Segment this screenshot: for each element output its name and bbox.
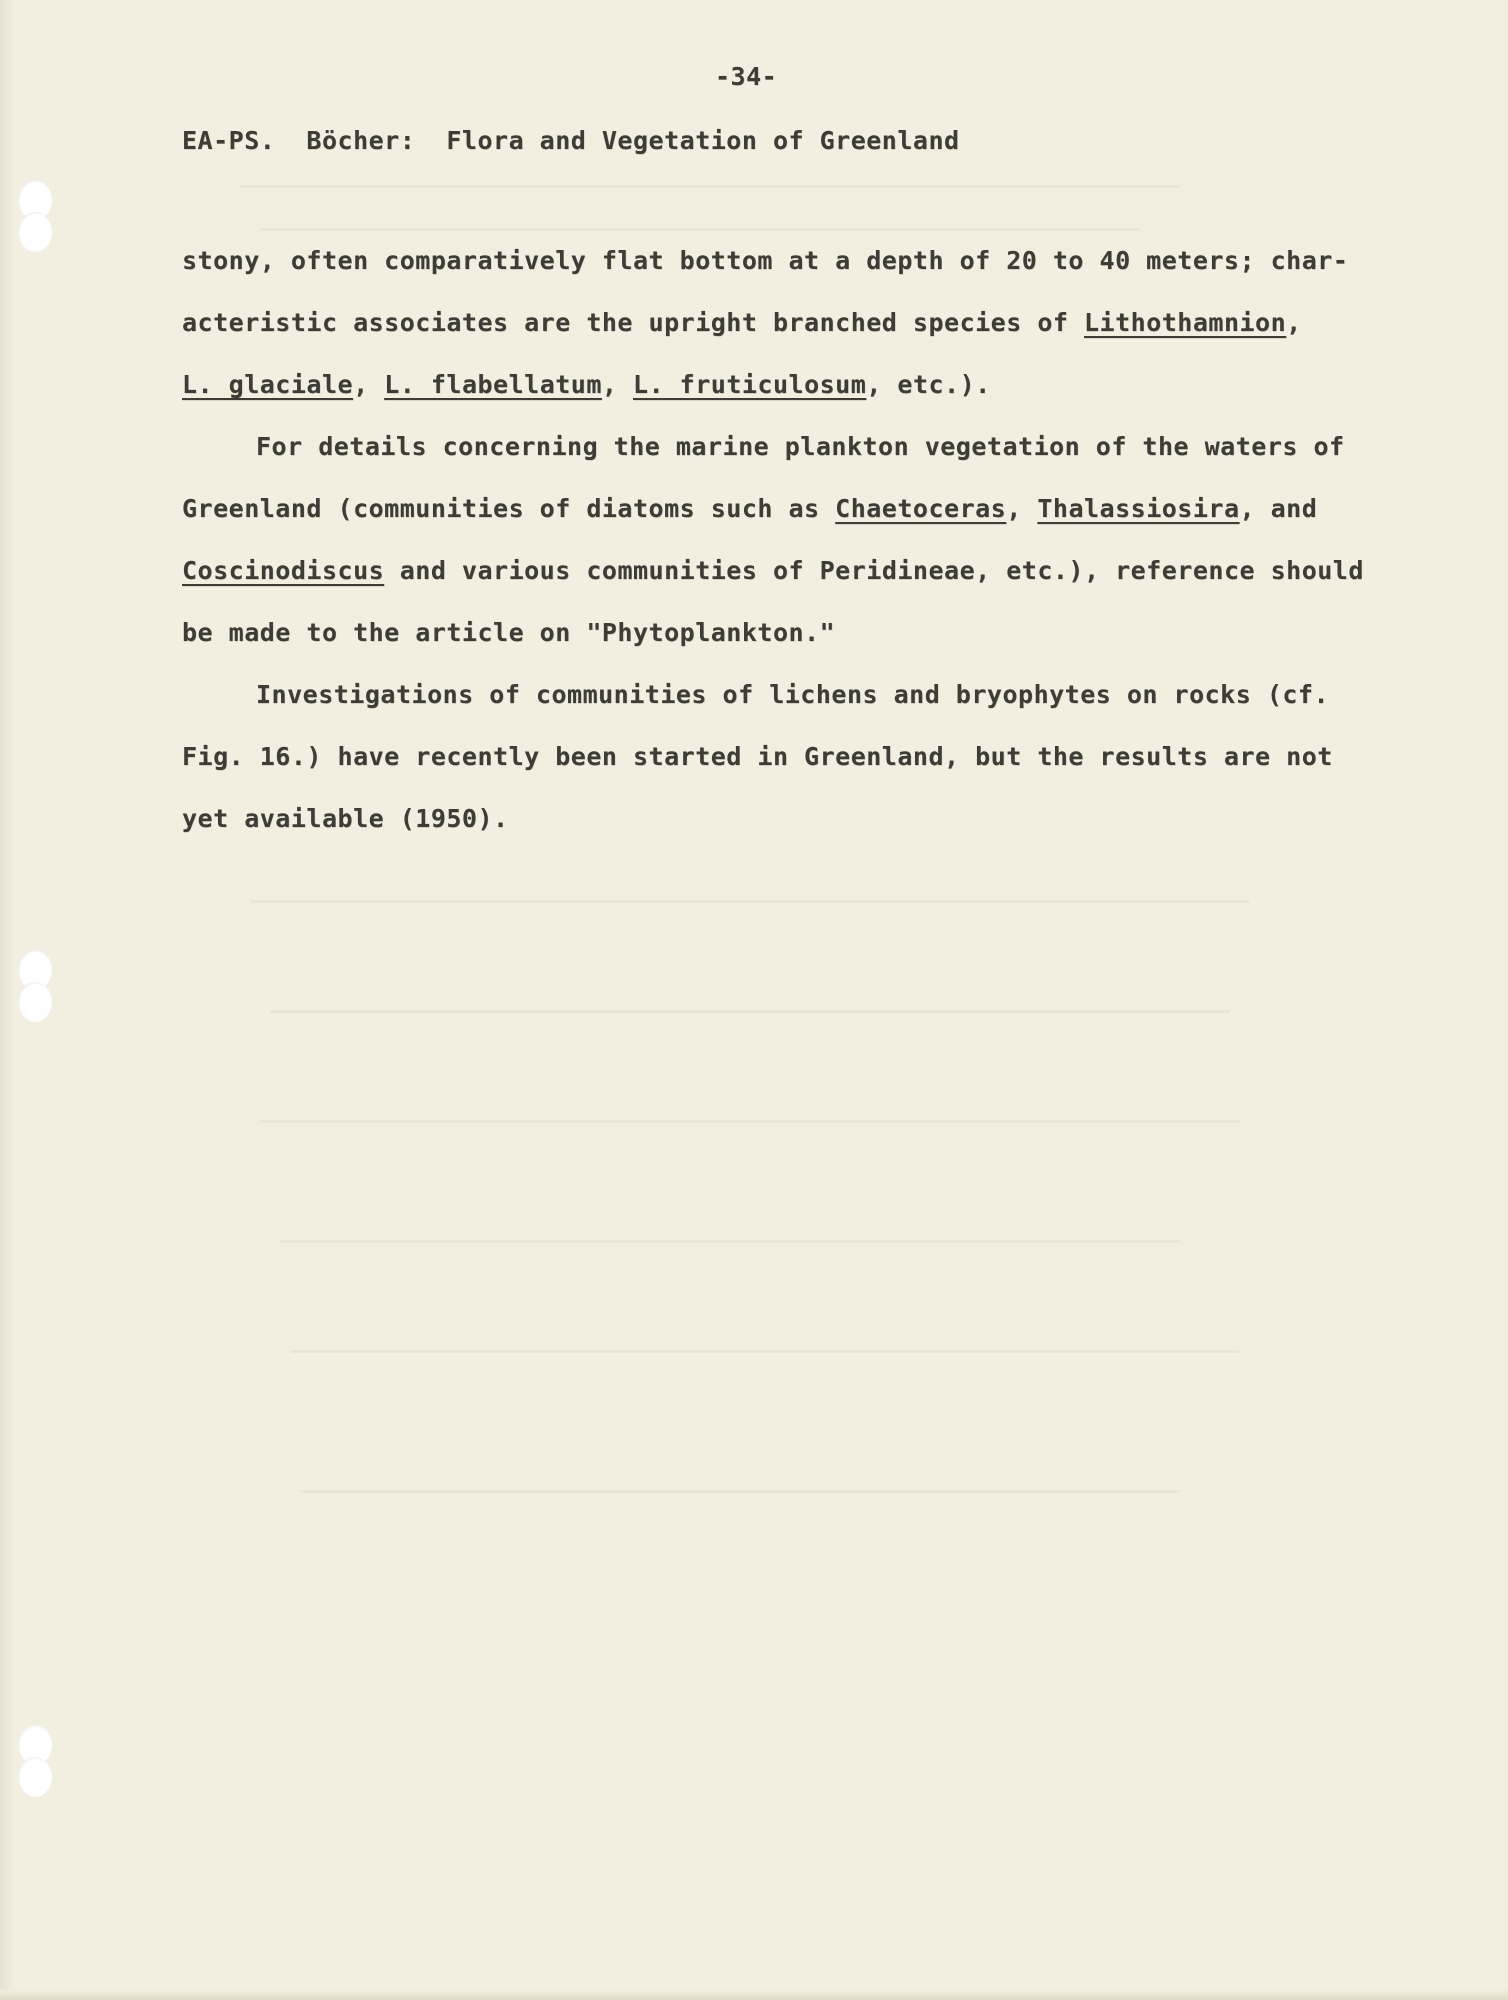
punch-hole-top [18,180,52,254]
text-run: , [1006,494,1038,523]
text-run: Greenland (communities of diatoms such as [182,494,836,523]
bleed-through-mark [270,1010,1230,1013]
taxon-name: L. flabellatum [384,370,602,399]
paragraph-3-line-2: Fig. 16.) have recently been started in Greenland, but the results are not [182,742,1333,771]
taxon-name: Thalassiosira [1037,494,1240,523]
bleed-through-mark [250,900,1250,903]
paragraph-3-line-1: Investigations of communities of lichens and bryophytes on rocks (cf. [256,680,1330,709]
bleed-through-mark [290,1350,1240,1353]
text-run: and various communities of Peridineae, etc.), reference should [384,556,1364,585]
text-run: acteristic associates are the upright branched species of [182,308,1084,337]
bleed-through-mark [240,185,1180,188]
page-bottom-edge [0,1990,1508,2000]
paragraph-2-line-3 [182,556,1364,586]
paragraph-2-line-4: be made to the article on "Phytoplankton." [182,618,836,647]
text-run: , [1286,308,1302,337]
text-run: , [353,370,385,399]
page-left-edge [0,0,14,2000]
taxon-name: L. glaciale [182,370,354,399]
punch-hole-middle [18,950,52,1024]
paragraph-1-line-3 [182,370,991,400]
bleed-through-mark [300,1490,1180,1493]
punch-hole-bottom [18,1725,52,1799]
bleed-through-mark [280,1240,1180,1243]
taxon-name: Chaetoceras [835,494,1007,523]
paragraph-2-line-1: For details concerning the marine plankton vegetation of the waters of [256,432,1345,461]
taxon-name: Lithothamnion [1083,308,1287,337]
text-run: , [601,370,634,399]
taxon-name: L. fruticulosum [633,370,867,399]
page-number: -34- [715,62,778,91]
bleed-through-mark [260,228,1140,231]
text-run: , and [1239,494,1318,523]
paragraph-2-line-2 [182,494,1317,524]
paragraph-1-line-2 [182,308,1302,338]
paragraph-1-line-1: stony, often comparatively flat bottom at a depth of 20 to 40 meters; char- [182,246,1349,275]
bleed-through-mark [260,1120,1240,1123]
paragraph-3-line-3: yet available (1950). [182,804,509,833]
taxon-name: Coscinodiscus [182,556,385,585]
running-head: EA-PS. Böcher: Flora and Vegetation of Greenland [182,126,960,155]
text-run: , etc.). [866,370,991,399]
